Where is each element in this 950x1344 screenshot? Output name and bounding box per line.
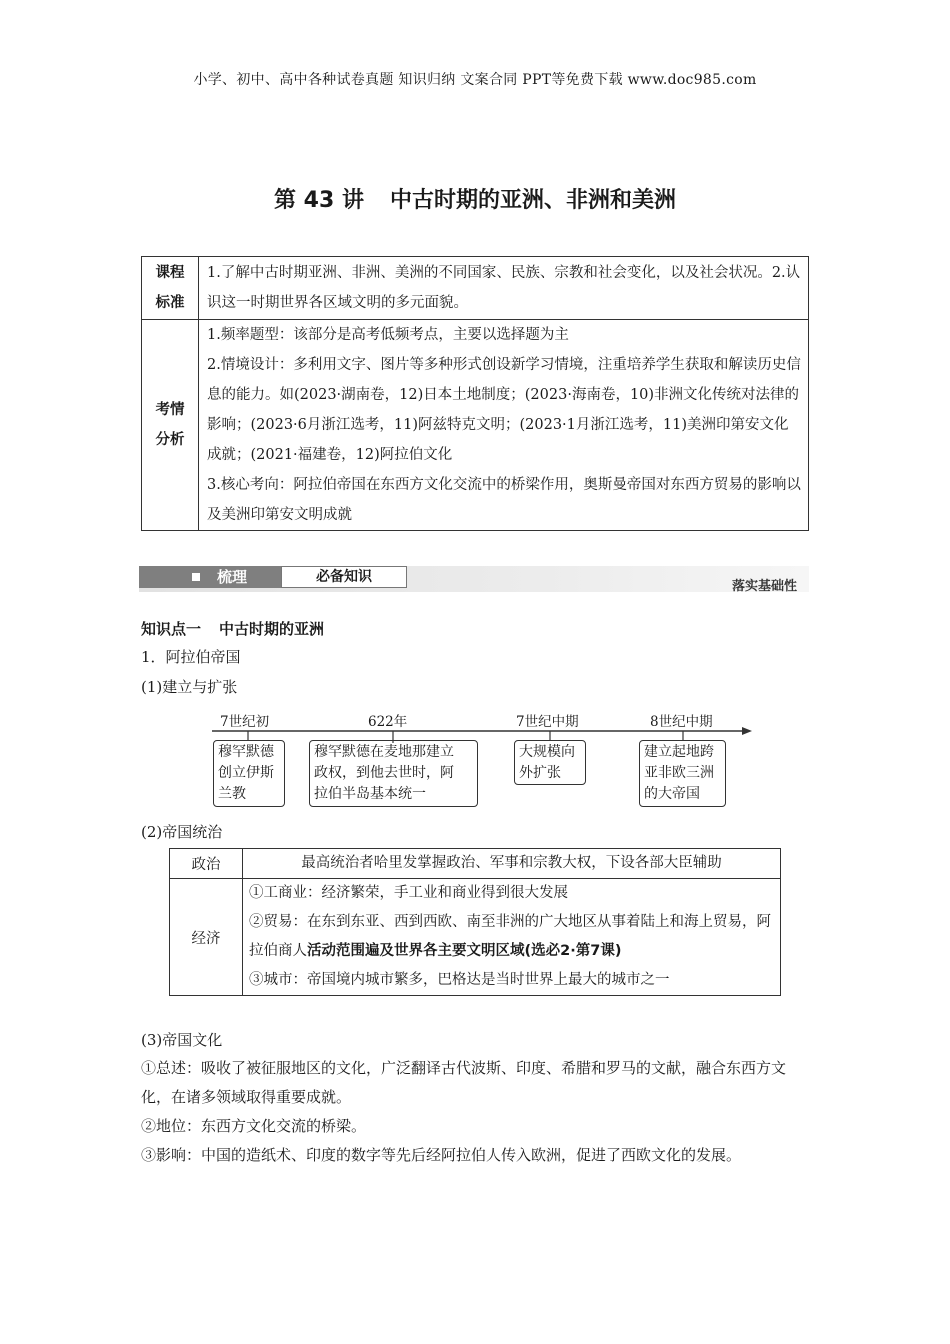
analysis-header: 考情分析 — [142, 320, 199, 531]
banner-section: 梳理 — [217, 568, 248, 586]
politics-header: 政治 — [170, 849, 243, 879]
politics-content: 最高统治者哈里发掌握政治、军事和宗教大权，下设各部大臣辅助 — [243, 849, 781, 879]
timeline-label: 7世纪初 — [220, 714, 270, 730]
page-header: 小学、初中、高中各种试卷真题 知识归纳 文案合同 PPT等免费下载 www.doc985.com — [193, 72, 757, 88]
knowledge-point-heading: 知识点一 中古时期的亚洲 — [141, 620, 325, 638]
economy-content: ①工商业：经济繁荣，手工业和商业得到很大发展 ②贸易：在东到东亚、西到西欧、南至非洲的广大地区从事着陆上和海上贸易，阿拉伯商人活动范围遍及世界各主要文明区域(选必2·第7课) ③城市：帝国境内城市繁多，巴格达是当时世界上最大的城市之一 — [243, 879, 781, 996]
timeline-label: 8世纪中期 — [650, 714, 713, 730]
timeline-box: 大规模向 外扩张 — [514, 740, 586, 785]
timeline-label: 7世纪中期 — [516, 714, 579, 730]
subheading-governance: (2)帝国统治 — [141, 823, 223, 841]
analysis-line: 1.频率题型：该部分是高考低频考点，主要以选择题为主 — [207, 327, 569, 343]
lecture-title: 中古时期的亚洲、非洲和美洲 — [389, 188, 676, 213]
culture-paragraph: ①总述：吸收了被征服地区的文化，广泛翻译古代波斯、印度、希腊和罗马的文献，融合东西方文化，在诸多领域取得重要成就。 — [141, 1059, 787, 1106]
analysis-line: 3.核心考向：阿拉伯帝国在东西方文化交流中的桥梁作用，奥斯曼帝国对东西方贸易的影响以及美洲印第安文明成就 — [207, 477, 801, 523]
governance-table — [169, 848, 781, 996]
culture-paragraph: ③影响：中国的造纸术、印度的数字等先后经阿拉伯人传入欧洲，促进了西欧文化的发展。 — [141, 1146, 742, 1164]
lecture-number: 第 43 讲 — [274, 188, 364, 213]
analysis-content — [199, 320, 809, 531]
timeline-box: 建立起地跨 亚非欧三洲 的大帝国 — [639, 740, 726, 807]
banner-dark-block — [139, 566, 281, 588]
timeline-label: 622年 — [368, 714, 408, 730]
page-title — [0, 183, 950, 214]
item-heading: 1．阿拉伯帝国 — [141, 648, 241, 666]
subheading-culture: (3)帝国文化 — [141, 1031, 223, 1049]
culture-paragraph: ②地位：东西方文化交流的桥梁。 — [141, 1117, 367, 1135]
standards-content: 1.了解中古时期亚洲、非洲、美洲的不同国家、民族、宗教和社会变化，以及社会状况。2.认识这一时期世界各区域文明的多元面貌。 — [199, 257, 809, 320]
section-banner — [139, 566, 809, 592]
economy-header: 经济 — [170, 879, 243, 996]
banner-right-text: 落实基础性 — [731, 579, 797, 594]
banner-label: 必备知识 — [281, 566, 407, 588]
square-bullet-icon — [192, 573, 200, 581]
timeline-box: 穆罕默德 创立伊斯 兰教 — [213, 740, 285, 807]
subheading-expansion: (1)建立与扩张 — [141, 678, 238, 696]
culture-text — [141, 1054, 813, 1170]
standards-header: 课程标准 — [142, 257, 199, 320]
analysis-line: 2.情境设计：多利用文字、图片等多种形式创设新学习情境，注重培养学生获取和解读历史信息的能力。如(2023·湖南卷，12)日本土地制度；(2023·海南卷，10)非洲文化传统对法律的影响；(2023·6月浙江选考，11)阿兹特克文明；(2023·1月浙江选考，11)美洲印第安文化成就；(2021·福建卷，12)阿拉伯文化 — [207, 357, 801, 463]
curriculum-table — [141, 256, 809, 531]
timeline-box: 穆罕默德在麦地那建立 政权，到他去世时，阿 拉伯半岛基本统一 — [309, 740, 478, 807]
